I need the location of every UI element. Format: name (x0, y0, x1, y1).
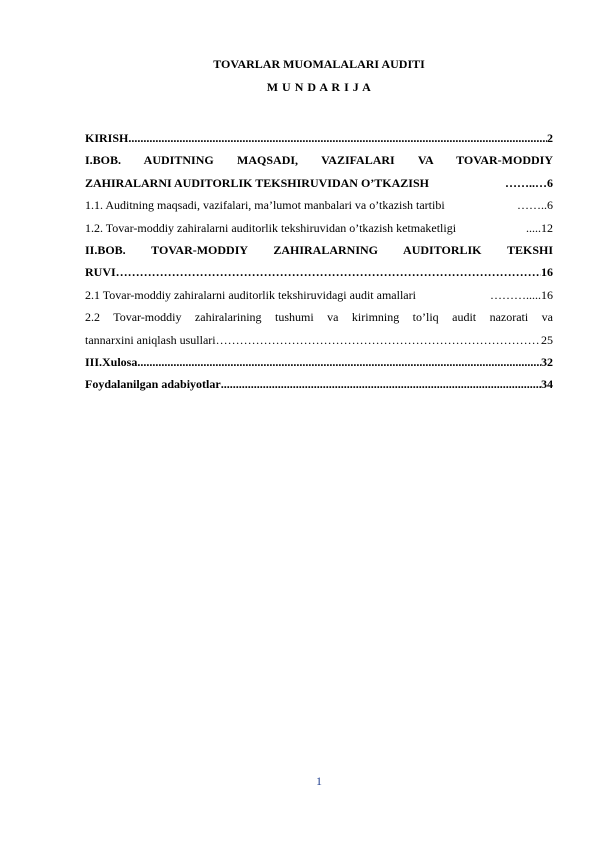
dot-leader (128, 127, 547, 149)
toc-entry-xulosa[interactable] (85, 351, 553, 373)
toc-entry-label: Foydalanilgan adabiyotlar (85, 377, 221, 392)
toc-entry-kirish[interactable] (85, 127, 553, 149)
toc-entry-chapter-2-cont[interactable] (85, 261, 553, 283)
dot-leader: ..... (526, 220, 541, 235)
toc-entry-label: 2.2 Tovar-moddiy zahiralarining tushumi va kirimning to’liq audit nazorati va (85, 310, 553, 325)
toc-page-number: 2 (547, 131, 553, 145)
table-of-contents (85, 127, 553, 396)
toc-page-number: 32 (541, 354, 553, 369)
toc-entry-label: tannarxini aniqlash usullari (85, 332, 216, 347)
dot-leader (137, 351, 541, 373)
toc-entry-section-2-2-cont[interactable] (85, 329, 553, 351)
dot-leader: …….. (517, 198, 547, 213)
toc-entry-chapter-1[interactable] (85, 149, 553, 171)
toc-entry-chapter-2[interactable] (85, 239, 553, 261)
page-number: 1 (316, 774, 322, 788)
contents-heading: M U N D A R I J A (266, 80, 372, 94)
toc-page-number: 25 (541, 332, 553, 347)
toc-entry-section-1-1[interactable] (85, 194, 553, 216)
dot-leader (216, 329, 541, 351)
dot-leader: ………..... (490, 287, 541, 302)
toc-entry-label: 2.1 Tovar-moddiy zahiralarni auditorlik tekshiruvidagi audit amallari (85, 287, 416, 302)
toc-entry-label: RUVI (85, 265, 116, 280)
toc-entry-label: II.BOB. TOVAR-MODDIY ZAHIRALARNING AUDITORLIK TEKSHI (85, 242, 553, 257)
toc-page-number: 12 (541, 220, 553, 235)
toc-page-number: 6 (547, 198, 553, 213)
toc-entry-label: 1.1. Auditning maqsadi, vazifalari, ma’lumot manbalari va o’tkazish tartibi (85, 198, 445, 213)
toc-entry-label: KIRISH (85, 131, 129, 145)
toc-page-number: 6 (547, 175, 553, 190)
toc-entry-section-2-2[interactable] (85, 306, 553, 328)
document-page (85, 0, 553, 842)
dot-leader (221, 373, 541, 395)
toc-entry-section-1-2[interactable] (85, 217, 553, 239)
toc-page-number: 16 (541, 265, 553, 280)
toc-entry-chapter-1-cont[interactable] (85, 172, 553, 194)
document-title: TOVARLAR MUOMALALARI AUDITI (213, 57, 425, 71)
toc-page-number: 16 (541, 287, 553, 302)
toc-entry-label: I.BOB. AUDITNING MAQSADI, VAZIFALARI VA TOVAR-MODDIY (85, 153, 553, 168)
toc-entry-label: III.Xulosa (85, 354, 138, 369)
toc-entry-label: ZAHIRALARNI AUDITORLIK TEKSHIRUVIDAN O’TKAZISH (85, 175, 429, 190)
toc-entry-label: 1.2. Tovar-moddiy zahiralarni auditorlik tekshiruvidan o’tkazish ketmaketligi (85, 220, 457, 235)
toc-page-number: 34 (541, 377, 553, 392)
toc-entry-section-2-1[interactable] (85, 284, 553, 306)
toc-entry-adabiyotlar[interactable] (85, 373, 553, 395)
dot-leader: ……..… (505, 175, 547, 190)
dot-leader (116, 261, 541, 283)
